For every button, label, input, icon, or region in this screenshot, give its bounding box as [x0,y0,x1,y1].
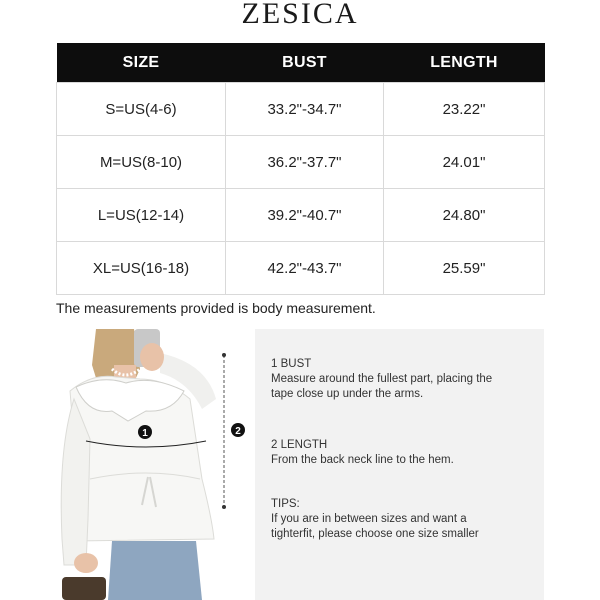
bust-cell: 36.2"-37.7" [226,136,384,189]
length-line-bottom [222,505,226,509]
table-header-row [57,43,545,83]
bust-cell: 39.2"-40.7" [226,189,384,242]
guide-bust-title: 1 BUST [271,358,312,370]
measurement-guide-panel [255,329,544,600]
length-line-top [222,353,226,357]
measurement-note: The measurements provided is body measurement. [56,300,376,316]
size-chart-table [56,43,545,295]
size-cell: XL=US(16-18) [57,242,226,295]
table-row [57,242,545,295]
table-row [57,189,545,242]
marker-1-label: 1 [142,428,148,439]
brand-logo: ZESICA [241,0,359,30]
marker-2-label: 2 [235,426,241,437]
guide-tips [271,497,521,542]
guide-tips-title: TIPS: [271,498,300,510]
bust-cell: 33.2"-34.7" [226,83,384,136]
size-cell: S=US(4-6) [57,83,226,136]
size-cell: M=US(8-10) [57,136,226,189]
length-cell: 24.80" [384,189,545,242]
guide-bust [271,357,521,402]
lower-hand [74,553,98,573]
guide-length-text: From the back neck line to the hem. [271,454,454,466]
model-photo [56,329,255,600]
header-bust: BUST [226,43,384,83]
handbag-shape [62,577,106,600]
header-length: LENGTH [384,43,545,83]
jeans-shape [108,541,202,600]
bust-cell: 42.2"-43.7" [226,242,384,295]
table-row [57,136,545,189]
length-cell: 23.22" [384,83,545,136]
hand-shape [140,343,164,371]
blouse-illustration [56,329,255,600]
guide-length-title: 2 LENGTH [271,439,328,451]
table-row [57,83,545,136]
length-cell: 24.01" [384,136,545,189]
guide-bust-text: Measure around the fullest part, placing the tape close up under the arms. [271,373,493,400]
length-cell: 25.59" [384,242,545,295]
header-size: SIZE [57,43,226,83]
guide-length [271,438,521,468]
guide-tips-text: If you are in between sizes and want a tighterfit, please choose one size smaller [271,513,479,540]
size-cell: L=US(12-14) [57,189,226,242]
